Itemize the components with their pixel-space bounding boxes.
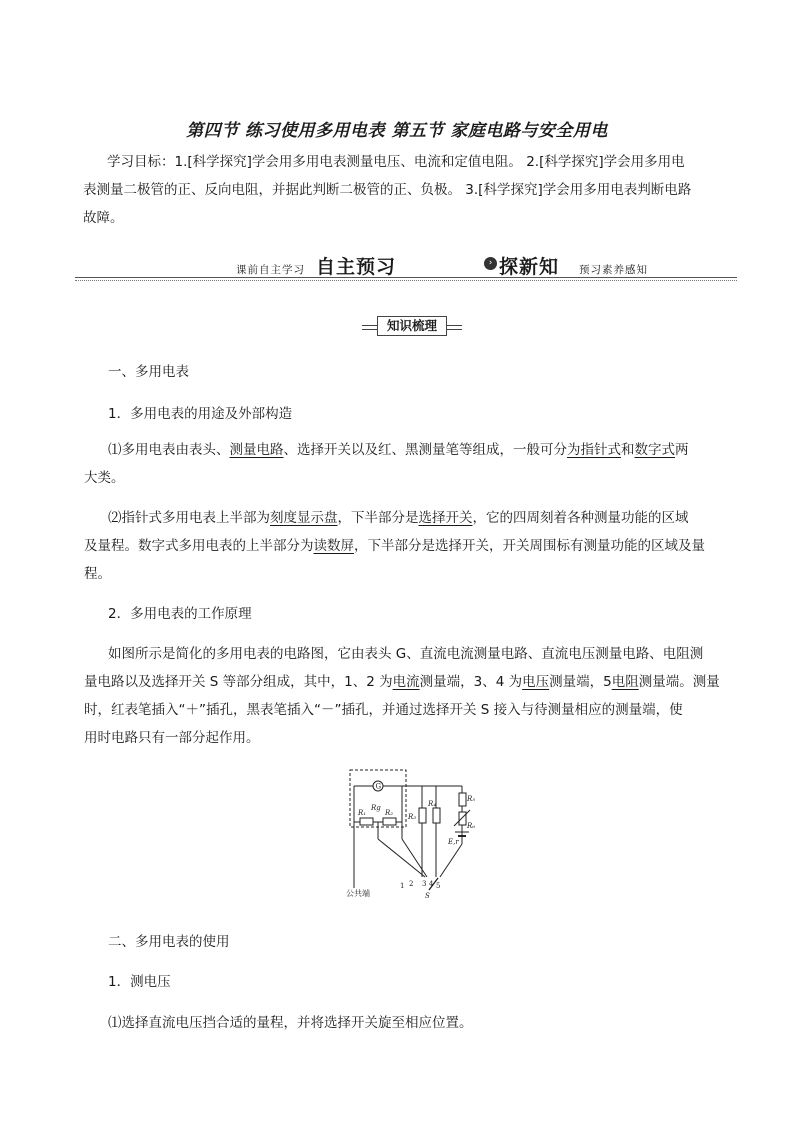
resistor-r1 bbox=[360, 818, 373, 825]
paragraph-principle-1: 如图所示是简化的多用电表的电路图，它由表头 G、直流电流测量电路、直流电压测量电路、电阻测 bbox=[108, 646, 704, 662]
subheading-structure: 1．多用电表的用途及外部构造 bbox=[108, 406, 293, 422]
label-r2: R₂ bbox=[385, 809, 394, 817]
banner-title-right: 探新知 bbox=[499, 256, 560, 278]
terminal-3: 3 bbox=[422, 880, 427, 888]
paragraph-structure-1-cont: 大类。 bbox=[84, 470, 125, 486]
label-r5: R₅ bbox=[467, 795, 476, 803]
label-r1: R₁ bbox=[358, 809, 367, 817]
terminal-2: 2 bbox=[409, 880, 414, 888]
paragraph-principle-4: 用时电路只有一部分起作用。 bbox=[84, 730, 260, 746]
paragraph-structure-2-line3: 程。 bbox=[84, 566, 111, 582]
paragraph-structure-2-line2: 及量程。数字式多用电表的上半部分为读数屏，下半部分是选择开关，开关周围标有测量功能的区域及量 bbox=[84, 538, 705, 554]
goals-line-1: 学习目标：1.[科学探究]学会用多用电表测量电压、电流和定值电阻。 2.[科学探究]学会用多用电 bbox=[107, 154, 685, 170]
terminal-4: 4 bbox=[429, 880, 434, 888]
paragraph-structure-2: ⑵指针式多用电表上半部为刻度显示盘，下半部分是选择开关，它的四周刻着各种测量功能的区域 bbox=[108, 510, 689, 526]
section-banner bbox=[75, 250, 737, 280]
banner-rule-dotted bbox=[75, 280, 737, 281]
resistor-r5 bbox=[459, 793, 466, 806]
paragraph-structure-1: ⑴多用电表由表头、测量电路、选择开关以及红、黑测量笔等组成，一般可分为指针式和数字式两 bbox=[108, 442, 689, 458]
section-tag bbox=[360, 316, 464, 336]
subheading-principle: 2．多用电表的工作原理 bbox=[108, 606, 252, 622]
label-rg: Rg bbox=[371, 804, 381, 812]
banner-left-caption: 课前自主学习 bbox=[236, 264, 305, 276]
banner-title-left: 自主预习 bbox=[316, 256, 397, 278]
banner-arrow-icon: › bbox=[484, 257, 497, 270]
page-title: 第四节 练习使用多用电表 第五节 家庭电路与安全用电 bbox=[186, 121, 608, 141]
resistor-r2 bbox=[383, 818, 396, 825]
multimeter-circuit-diagram bbox=[340, 766, 480, 900]
banner-rule bbox=[75, 277, 737, 278]
label-r3: R₃ bbox=[408, 813, 417, 821]
terminal-5: 5 bbox=[436, 882, 441, 890]
goals-line-3: 故障。 bbox=[83, 210, 124, 226]
terminal-1: 1 bbox=[400, 882, 405, 890]
tag-label: 知识梳理 bbox=[377, 316, 447, 336]
subheading-voltage: 1．测电压 bbox=[108, 974, 171, 990]
rheostat-r6 bbox=[459, 812, 466, 825]
goals-line-2: 表测量二极管的正、反向电阻，并据此判断二极管的正、负极。 3.[科学探究]学会用多用电表判断电路 bbox=[83, 182, 692, 198]
heading-multimeter: 一、多用电表 bbox=[108, 364, 189, 380]
heading-usage: 二、多用电表的使用 bbox=[108, 934, 230, 950]
paragraph-voltage-1: ⑴选择直流电压挡合适的量程，并将选择开关旋至相应位置。 bbox=[108, 1015, 473, 1031]
label-r4: R₄ bbox=[428, 800, 437, 808]
banner-right-caption: 预习素养感知 bbox=[579, 264, 648, 276]
switch-label: S bbox=[425, 892, 430, 900]
galvanometer-label: G bbox=[375, 782, 382, 791]
label-r6: R₆ bbox=[467, 822, 476, 830]
paragraph-principle-2: 量电路以及选择开关 S 等部分组成，其中，1、2 为电流测量端，3、4 为电压测量端，5电阻测量端。测量 bbox=[84, 674, 720, 690]
resistor-r3 bbox=[419, 808, 426, 823]
paragraph-principle-3: 时，红表笔插入“＋”插孔，黑表笔插入“－”插孔，并通过选择开关 S 接入与待测量相应的测量端，使 bbox=[84, 702, 683, 718]
resistor-r4 bbox=[433, 808, 440, 823]
label-battery: E,r bbox=[448, 838, 459, 846]
learning-goals bbox=[83, 148, 727, 232]
gauge-dashed-box bbox=[350, 770, 406, 827]
common-terminal-label: 公共端 bbox=[346, 889, 370, 898]
